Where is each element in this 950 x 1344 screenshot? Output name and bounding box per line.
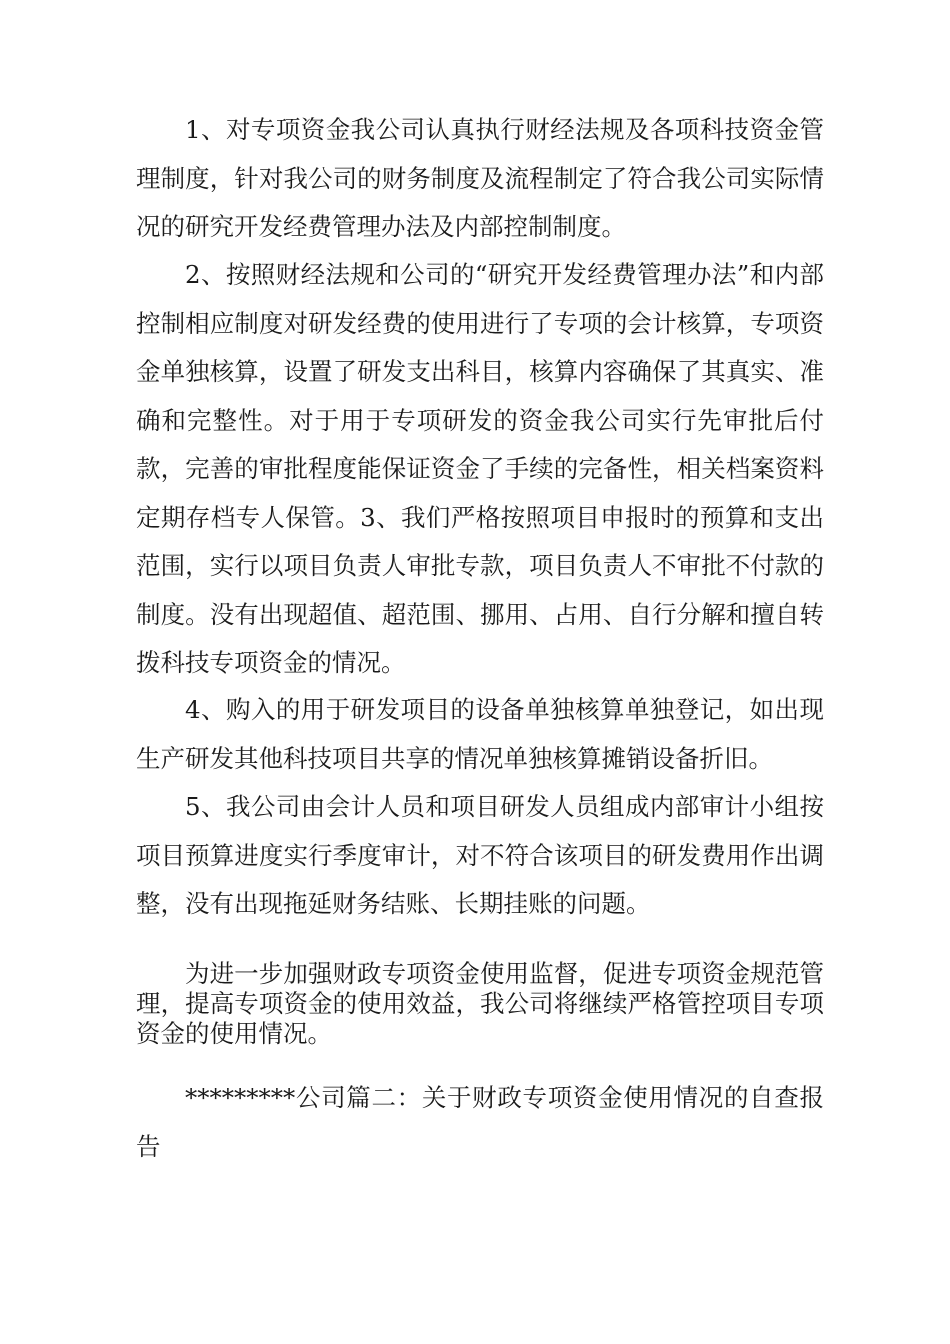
paragraph-item-4: 4、购入的用于研发项目的设备单独核算单独登记，如出现生产研发其他科技项目共享的情况单独核算摊销设备折旧。	[136, 695, 824, 773]
paragraph-conclusion: 为进一步加强财政专项资金使用监督，促进专项资金规范管理，提高专项资金的使用效益，我公司将继续严格管控项目专项资金的使用情况。	[136, 959, 824, 1048]
paragraph-item-1: 1、对专项资金我公司认真执行财经法规及各项科技资金管理制度，针对我公司的财务制度及流程制定了符合我公司实际情况的研究开发经费管理办法及内部控制制度。	[136, 115, 824, 241]
paragraph-item-5: 5、我公司由会计人员和项目研发人员组成内部审计小组按项目预算进度实行季度审计，对不符合该项目的研发费用作出调整，没有出现拖延财务结账、长期挂账的问题。	[136, 792, 824, 918]
paragraph-item-2-3: 2、按照财经法规和公司的“研究开发经费管理办法”和内部控制相应制度对研发经费的使用进行了专项的会计核算，专项资金单独核算，设置了研发支出科目，核算内容确保了其真实、准确和完整性。对于用于专项研发的资金我公司实行先审批后付款，完善的审批程度能保证资金了手续的完备性，相关档案资料定期存档专人保管。3、我们严格按照项目申报时的预算和支出范围，实行以项目负责人审批专款，项目负责人不审批不付款的制度。没有出现超值、超范围、挪用、占用、自行分解和擅自转拨科技专项资金的情况。	[136, 260, 824, 677]
section-heading-part-two: *********公司篇二：关于财政专项资金使用情况的自查报告	[136, 1083, 824, 1161]
